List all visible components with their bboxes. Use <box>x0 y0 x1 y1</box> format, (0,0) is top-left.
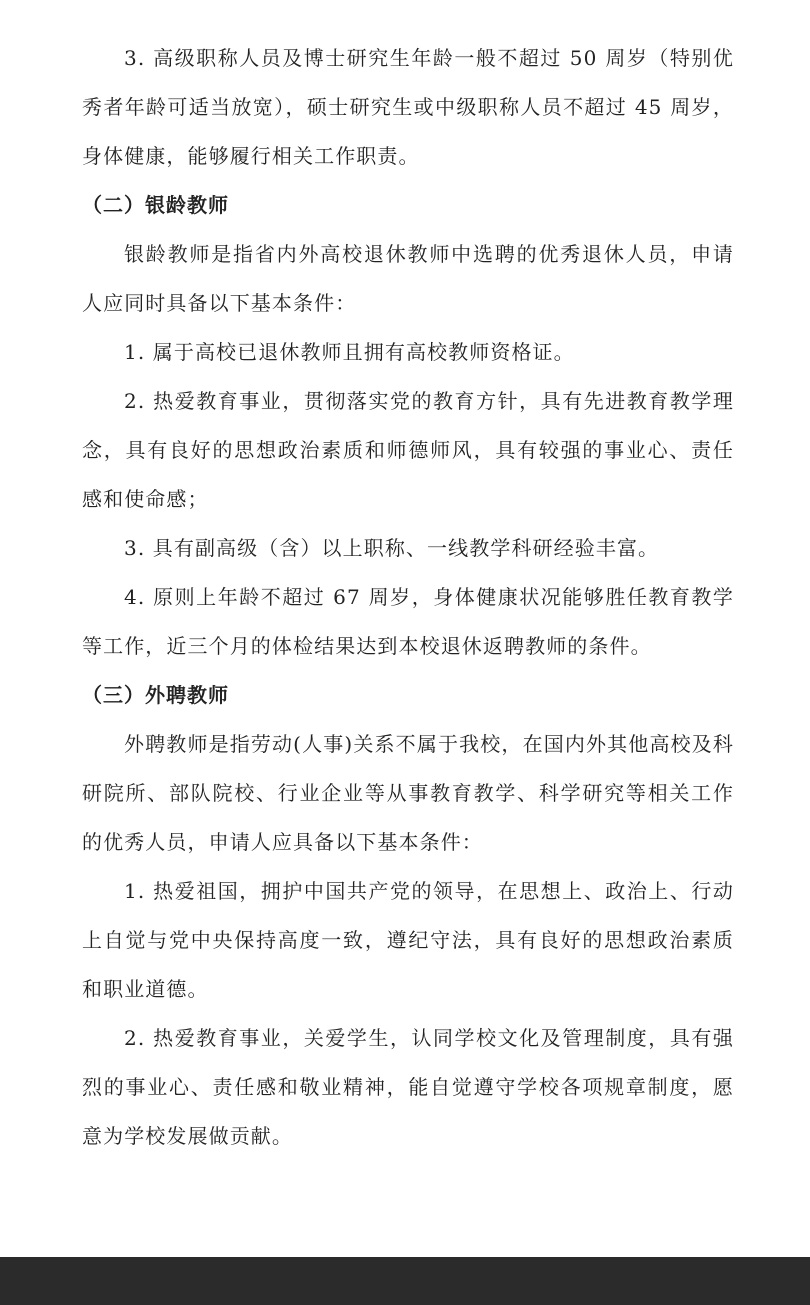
paragraph-silver-item-1: 1. 属于高校已退休教师且拥有高校教师资格证。 <box>124 340 575 364</box>
paragraph-silver-item-2: 2. 热爱教育事业，贯彻落实党的教育方针，具有先进教育教学理念，具有良好的思想政治素质和师德师风，具有较强的事业心、责任感和使命感； <box>82 389 734 511</box>
paragraph-silver-item-4: 4. 原则上年龄不超过 67 周岁，身体健康状况能够胜任教育教学等工作，近三个月的体检结果达到本校退休返聘教师的条件。 <box>82 585 734 658</box>
paragraph-silver-teachers-intro: 银龄教师是指省内外高校退休教师中选聘的优秀退休人员，申请人应同时具备以下基本条件： <box>82 242 734 315</box>
document-body <box>82 34 734 1161</box>
paragraph-silver-item-3: 3. 具有副高级（含）以上职称、一线教学科研经验丰富。 <box>124 536 660 560</box>
bottom-toolbar-bar <box>0 1257 810 1305</box>
section-heading-silver-teachers: （二）银龄教师 <box>82 193 229 217</box>
section-heading-external-teachers: （三）外聘教师 <box>82 683 229 707</box>
paragraph-external-item-2: 2. 热爱教育事业，关爱学生，认同学校文化及管理制度，具有强烈的事业心、责任感和敬业精神，能自觉遵守学校各项规章制度，愿意为学校发展做贡献。 <box>82 1026 734 1148</box>
paragraph-external-item-1: 1. 热爱祖国，拥护中国共产党的领导，在思想上、政治上、行动上自觉与党中央保持高度一致，遵纪守法，具有良好的思想政治素质和职业道德。 <box>82 879 734 1001</box>
paragraph-external-teachers-intro: 外聘教师是指劳动(人事)关系不属于我校，在国内外其他高校及科研院所、部队院校、行业企业等从事教育教学、科学研究等相关工作的优秀人员，申请人应具备以下基本条件： <box>82 732 734 854</box>
paragraph-item-3-age: 3. 高级职称人员及博士研究生年龄一般不超过 50 周岁（特别优秀者年龄可适当放宽），硕士研究生或中级职称人员不超过 45 周岁，身体健康，能够履行相关工作职责。 <box>82 46 734 168</box>
